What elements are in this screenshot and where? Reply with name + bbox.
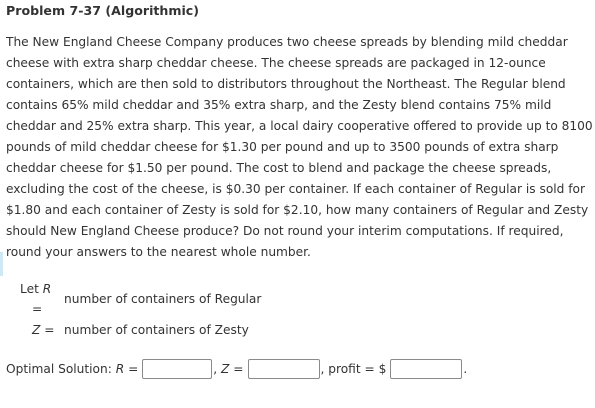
statement-line: cheddar cheese for $1.50 per pound. The cost to blend and package the cheese spreads, bbox=[6, 161, 552, 175]
z-equals-sign: = bbox=[44, 323, 55, 337]
profit-answer-input[interactable] bbox=[390, 359, 462, 379]
problem-statement bbox=[6, 32, 591, 263]
variable-definitions bbox=[0, 282, 595, 342]
z-variable: Z bbox=[32, 323, 41, 337]
problem-title: Problem 7-37 (Algorithmic) bbox=[6, 3, 200, 18]
r-answer-equals: = bbox=[128, 362, 139, 376]
statement-line: $1.80 and each container of Zesty is sold for $2.10, how many containers of Regular and Zesty bbox=[6, 203, 589, 217]
end-period: . bbox=[463, 362, 468, 376]
z-answer-input[interactable] bbox=[248, 359, 320, 379]
let-label: Let bbox=[20, 282, 39, 296]
statement-line: round your answers to the nearest whole number. bbox=[6, 245, 311, 259]
z-variable-def bbox=[32, 323, 54, 337]
profit-label: profit bbox=[328, 362, 361, 376]
z-answer-label: Z bbox=[221, 362, 230, 376]
comma-separator: , bbox=[320, 362, 325, 376]
r-equals-sign: = bbox=[32, 302, 43, 316]
optimal-solution-row bbox=[6, 357, 467, 381]
comma-separator: , bbox=[213, 362, 218, 376]
statement-line: containers, which are then sold to distributors throughout the Northeast. The Regular blend bbox=[6, 77, 566, 91]
statement-line: excluding the cost of the cheese, is $0.30 per container. If each container of Regular is sold for bbox=[6, 182, 586, 196]
statement-line: cheddar and 25% extra sharp. This year, a local dairy cooperative offered to provide up to 8100 bbox=[6, 119, 593, 133]
statement-line: The New England Cheese Company produces two cheese spreads by blending mild cheddar bbox=[6, 35, 568, 49]
statement-line: contains 65% mild cheddar and 35% extra sharp, and the Zesty blend contains 75% mild bbox=[6, 98, 552, 112]
r-definition: number of containers of Regular bbox=[64, 292, 262, 306]
z-definition: number of containers of Zesty bbox=[64, 323, 249, 337]
statement-line: pounds of mild cheddar cheese for $1.30 per pound and up to 3500 pounds of extra sharp bbox=[6, 140, 559, 154]
statement-line: cheese with extra sharp cheddar cheese. The cheese spreads are packaged in 12-ounce bbox=[6, 56, 546, 70]
optimal-solution-label: Optimal Solution: bbox=[6, 362, 112, 376]
z-answer-equals: = bbox=[233, 362, 244, 376]
r-answer-label: R bbox=[115, 362, 125, 376]
r-answer-input[interactable] bbox=[142, 359, 212, 379]
profit-equals: = bbox=[364, 362, 375, 376]
statement-line: should New England Cheese produce? Do not round your interim computations. If required, bbox=[6, 224, 564, 238]
currency-symbol: $ bbox=[378, 362, 387, 376]
r-variable: R bbox=[42, 282, 52, 296]
side-accent-bar bbox=[0, 252, 3, 276]
let-statement bbox=[20, 282, 51, 296]
